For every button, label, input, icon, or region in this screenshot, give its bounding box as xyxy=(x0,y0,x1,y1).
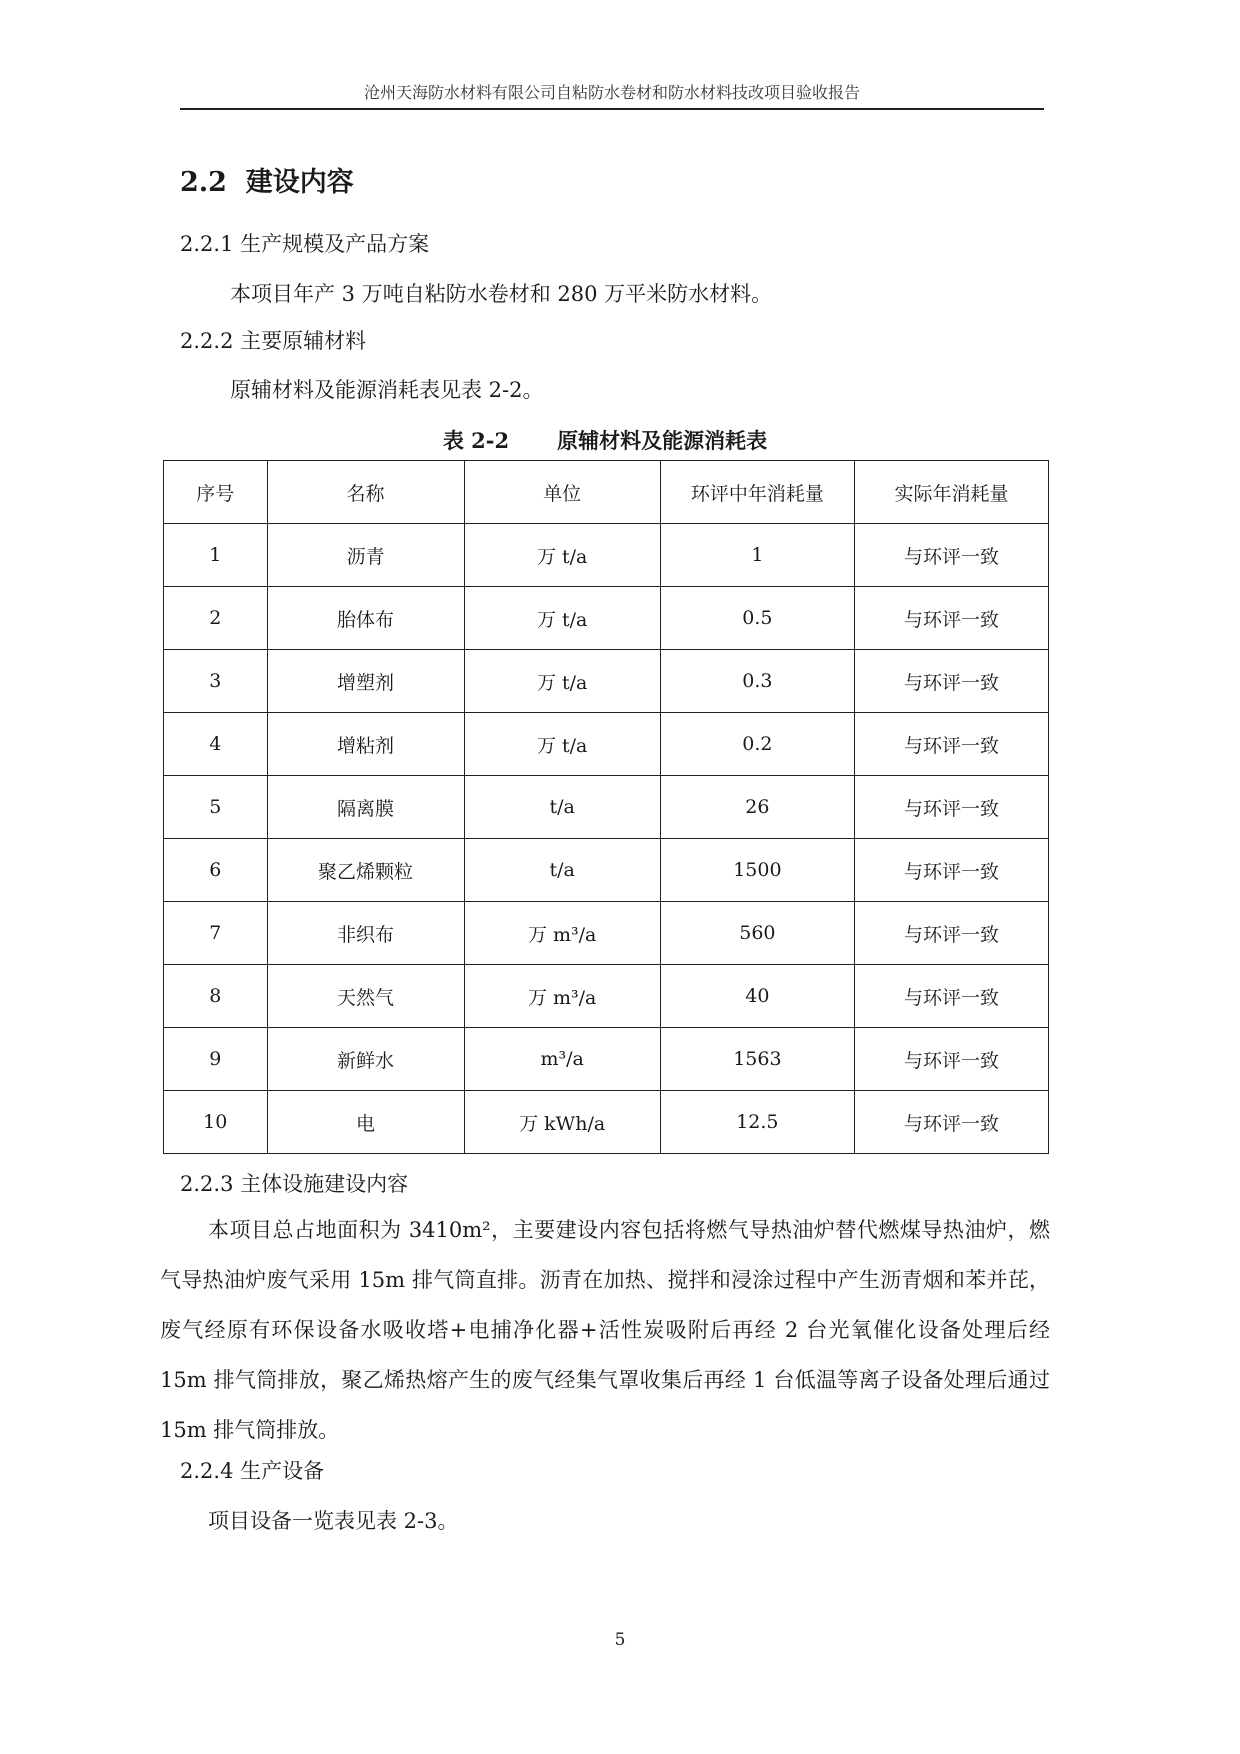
table-row xyxy=(164,524,1049,587)
name-cell: 隔离膜 xyxy=(267,776,464,839)
name-cell: 非织布 xyxy=(267,902,464,965)
eia-consumption-cell: 560 xyxy=(660,902,854,965)
column-header: 名称 xyxy=(267,461,464,524)
actual-consumption-cell: 与环评一致 xyxy=(854,587,1048,650)
section-title: 建设内容 xyxy=(245,167,354,198)
unit-cell: 万 m³/a xyxy=(464,965,660,1028)
row-number-cell: 1 xyxy=(164,524,268,587)
eia-consumption-cell: 0.5 xyxy=(660,587,854,650)
row-number-cell: 7 xyxy=(164,902,268,965)
table-caption xyxy=(160,425,1050,455)
materials-energy-table xyxy=(163,460,1049,1154)
actual-consumption-cell: 与环评一致 xyxy=(854,902,1048,965)
column-header: 环评中年消耗量 xyxy=(660,461,854,524)
name-cell: 电 xyxy=(267,1091,464,1154)
name-cell: 天然气 xyxy=(267,965,464,1028)
eia-consumption-cell: 26 xyxy=(660,776,854,839)
page-number: 5 xyxy=(614,1630,626,1650)
row-number-cell: 10 xyxy=(164,1091,268,1154)
equipment-ref-text: 项目设备一览表见表 2-3。 xyxy=(208,1509,459,1533)
row-number-cell: 9 xyxy=(164,1028,268,1091)
table-row xyxy=(164,839,1049,902)
unit-cell: 万 t/a xyxy=(464,650,660,713)
actual-consumption-cell: 与环评一致 xyxy=(854,839,1048,902)
name-cell: 胎体布 xyxy=(267,587,464,650)
main-facilities-text: 本项目总占地面积为 3410m²，主要建设内容包括将燃气导热油炉替代燃煤导热油炉，燃气导热油炉废气采用 15m 排气筒直排。沥青在加热、搅拌和浸涂过程中产生沥青烟和苯并芘，废气经原有环保设备水吸收塔+电捕净化器+活性炭吸附后再经 2 台光氧催化设备处理后经 15m 排气筒排放，聚乙烯热熔产生的废气经集气罩收集后再经 1 台低温等离子设备处理后通过 15m 排气筒排放。 xyxy=(160,1218,1050,1442)
eia-consumption-cell: 0.2 xyxy=(660,713,854,776)
subsection-heading-2-2-3: 2.2.3 主体设施建设内容 xyxy=(180,1172,409,1196)
name-cell: 增塑剂 xyxy=(267,650,464,713)
table-row xyxy=(164,713,1049,776)
name-cell: 增粘剂 xyxy=(267,713,464,776)
row-number-cell: 4 xyxy=(164,713,268,776)
actual-consumption-cell: 与环评一致 xyxy=(854,776,1048,839)
subsection-heading-2-2-4: 2.2.4 生产设备 xyxy=(180,1459,325,1483)
actual-consumption-cell: 与环评一致 xyxy=(854,524,1048,587)
row-number-cell: 5 xyxy=(164,776,268,839)
eia-consumption-cell: 1563 xyxy=(660,1028,854,1091)
name-cell: 新鲜水 xyxy=(267,1028,464,1091)
actual-consumption-cell: 与环评一致 xyxy=(854,965,1048,1028)
eia-consumption-cell: 1 xyxy=(660,524,854,587)
table-row xyxy=(164,965,1049,1028)
unit-cell: m³/a xyxy=(464,1028,660,1091)
row-number-cell: 3 xyxy=(164,650,268,713)
table-row xyxy=(164,650,1049,713)
eia-consumption-cell: 1500 xyxy=(660,839,854,902)
subsection-heading-2-2-2: 2.2.2 主要原辅材料 xyxy=(180,329,367,353)
row-number-cell: 6 xyxy=(164,839,268,902)
column-header: 序号 xyxy=(164,461,268,524)
header-rule xyxy=(180,108,1044,110)
column-header: 实际年消耗量 xyxy=(854,461,1048,524)
unit-cell: t/a xyxy=(464,839,660,902)
materials-ref-text: 原辅材料及能源消耗表见表 2-2。 xyxy=(230,378,544,402)
name-cell: 沥青 xyxy=(267,524,464,587)
actual-consumption-cell: 与环评一致 xyxy=(854,650,1048,713)
row-number-cell: 8 xyxy=(164,965,268,1028)
unit-cell: 万 t/a xyxy=(464,713,660,776)
column-header: 单位 xyxy=(464,461,660,524)
name-cell: 聚乙烯颗粒 xyxy=(267,839,464,902)
unit-cell: t/a xyxy=(464,776,660,839)
table-caption-number: 表 2-2 xyxy=(442,428,510,453)
running-header: 沧州天海防水材料有限公司自粘防水卷材和防水材料技改项目验收报告 xyxy=(363,83,860,102)
actual-consumption-cell: 与环评一致 xyxy=(854,713,1048,776)
actual-consumption-cell: 与环评一致 xyxy=(854,1028,1048,1091)
unit-cell: 万 m³/a xyxy=(464,902,660,965)
production-scale-text: 本项目年产 3 万吨自粘防水卷材和 280 万平米防水材料。 xyxy=(230,282,773,306)
unit-cell: 万 kWh/a xyxy=(464,1091,660,1154)
eia-consumption-cell: 0.3 xyxy=(660,650,854,713)
section-number: 2.2 xyxy=(180,167,227,198)
actual-consumption-cell: 与环评一致 xyxy=(854,1091,1048,1154)
main-facilities-paragraph xyxy=(160,1205,1050,1455)
table-header-row xyxy=(164,461,1049,524)
section-heading xyxy=(180,160,354,199)
subsection-heading-2-2-1: 2.2.1 生产规模及产品方案 xyxy=(180,232,430,256)
table-row xyxy=(164,1091,1049,1154)
unit-cell: 万 t/a xyxy=(464,524,660,587)
eia-consumption-cell: 12.5 xyxy=(660,1091,854,1154)
table-row xyxy=(164,902,1049,965)
row-number-cell: 2 xyxy=(164,587,268,650)
table-row xyxy=(164,1028,1049,1091)
unit-cell: 万 t/a xyxy=(464,587,660,650)
table-row xyxy=(164,776,1049,839)
table-row xyxy=(164,587,1049,650)
eia-consumption-cell: 40 xyxy=(660,965,854,1028)
table-caption-title: 原辅材料及能源消耗表 xyxy=(557,428,768,453)
table-body xyxy=(164,524,1049,1154)
